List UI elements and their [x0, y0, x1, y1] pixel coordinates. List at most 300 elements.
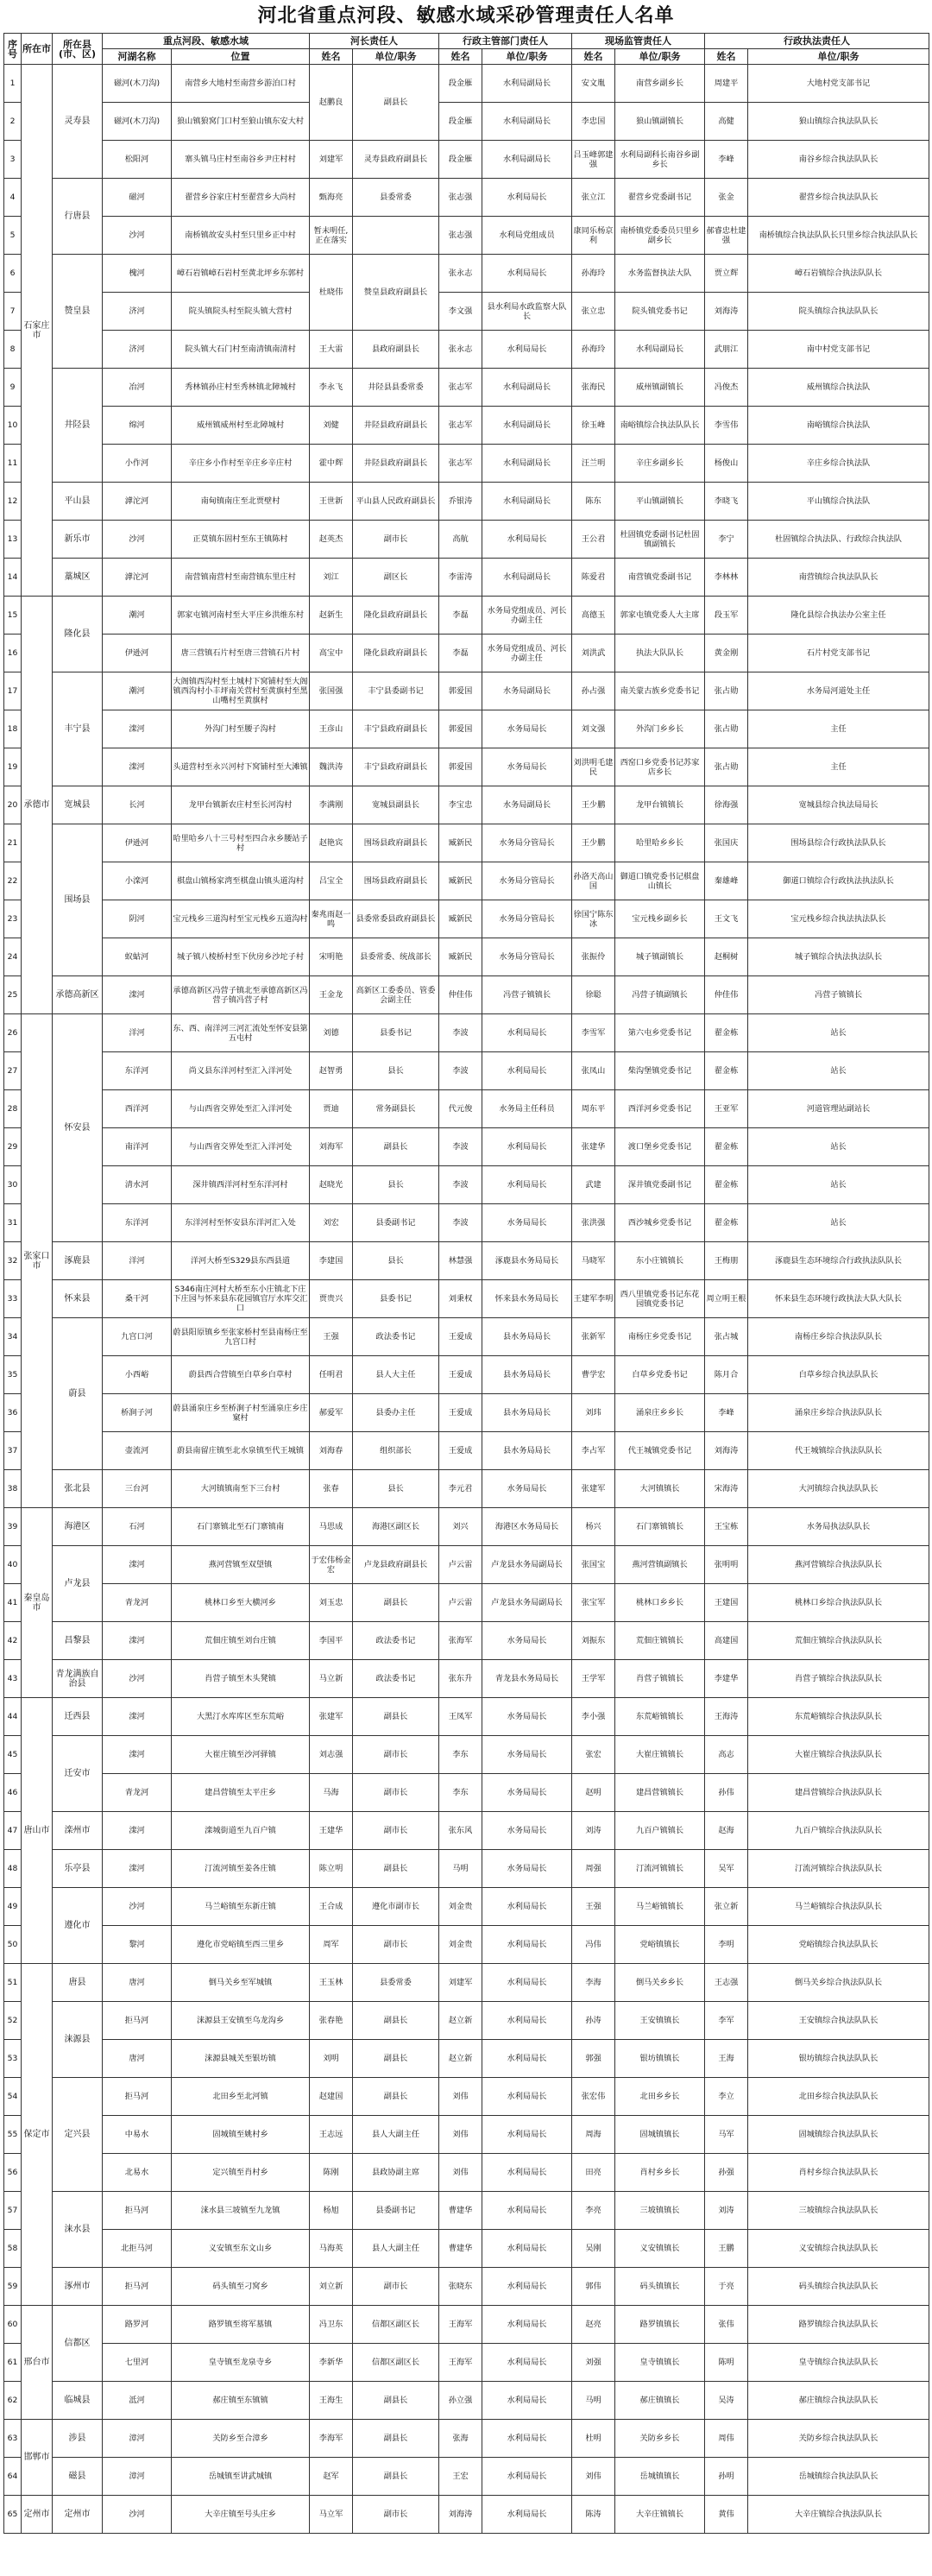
- table-row: [4, 1470, 929, 1508]
- enforce-unit-cell: 威州镇综合执法队: [748, 369, 929, 407]
- enforce-name-cell: 吴军: [705, 1850, 748, 1888]
- admin-unit-cell: 水利局局长: [482, 2002, 572, 2040]
- onsite-name-cell: 刘文强: [572, 710, 615, 748]
- river-name-cell: 唐河: [103, 2040, 172, 2078]
- chief-name-cell: 刘明: [310, 2040, 353, 2078]
- enforce-name-cell: 冯俊杰: [705, 369, 748, 407]
- admin-unit-cell: 县水务局局长: [482, 1394, 572, 1432]
- chief-name-cell: 马海: [310, 1774, 353, 1812]
- location-cell: 倒马关乡至军城镇: [172, 1964, 310, 2002]
- chief-unit-cell: 组织部长: [353, 1432, 439, 1470]
- onsite-unit-cell: 关防乡乡长: [615, 2420, 705, 2458]
- admin-name-cell: 李元君: [439, 1470, 482, 1508]
- table-row: [4, 2116, 929, 2154]
- admin-unit-cell: 水利局局长: [482, 1964, 572, 2002]
- table-row: [4, 331, 929, 369]
- onsite-unit-cell: 北田乡乡长: [615, 2078, 705, 2116]
- river-name-cell: 小滦河: [103, 862, 172, 900]
- onsite-name-cell: 王公君: [572, 521, 615, 559]
- enforce-name-cell: 李立: [705, 2078, 748, 2116]
- seq-cell: 18: [4, 710, 22, 748]
- onsite-unit-cell: 大辛庄镇镇长: [615, 2496, 705, 2534]
- enforce-unit-cell: 站长: [748, 1014, 929, 1052]
- admin-name-cell: 王爱成: [439, 1318, 482, 1356]
- location-cell: 郝庄镇至东镇镇: [172, 2382, 310, 2420]
- chief-unit-cell: 围场县政府副县长: [353, 824, 439, 862]
- onsite-name-cell: 陈东: [572, 483, 615, 521]
- location-cell: 秀林镇孙庄村至秀林镇北障城村: [172, 369, 310, 407]
- city-cell: 张家口市: [22, 1014, 53, 1508]
- enforce-name-cell: 李宁: [705, 521, 748, 559]
- onsite-unit-cell: 南峪镇综合执法队队长: [615, 407, 705, 445]
- chief-name-cell: 李新华: [310, 2344, 353, 2382]
- river-name-cell: 沙河: [103, 217, 172, 255]
- table-row: [4, 1090, 929, 1128]
- table-row: [4, 141, 929, 179]
- location-cell: 城子镇八棱桥村至下伙房乡沙坨子村: [172, 938, 310, 976]
- river-name-cell: 南洋河: [103, 1128, 172, 1166]
- chief-unit-cell: 副县长: [353, 1584, 439, 1622]
- enforce-unit-cell: 北田乡综合执法队队长: [748, 2078, 929, 2116]
- chief-name-cell: 刘立新: [310, 2268, 353, 2306]
- onsite-name-cell: 安文胤: [572, 65, 615, 103]
- onsite-name-cell: 马晓军: [572, 1242, 615, 1280]
- admin-name-cell: 刘伟: [439, 2154, 482, 2192]
- admin-unit-cell: 水务局党组成员、河长办副主任: [482, 597, 572, 635]
- admin-unit-cell: 水利局局长: [482, 2040, 572, 2078]
- enforce-unit-cell: 南杨庄乡综合执法队队长: [748, 1318, 929, 1356]
- city-cell: 秦皇岛市: [22, 1508, 53, 1698]
- enforce-unit-cell: 南谷乡综合执法队队长: [748, 141, 929, 179]
- admin-name-cell: 张志军: [439, 369, 482, 407]
- river-name-cell: 壶流河: [103, 1432, 172, 1470]
- table-row: [4, 2458, 929, 2496]
- admin-unit-cell: 水务局分管局长: [482, 862, 572, 900]
- onsite-name-cell: 杜明: [572, 2420, 615, 2458]
- admin-unit-cell: 县水务局局长: [482, 1356, 572, 1394]
- header-enforce: 行政执法责任人: [705, 34, 929, 49]
- admin-name-cell: 曹建华: [439, 2230, 482, 2268]
- location-cell: 大阁镇西沟村至土城村下窝铺村至大阁镇西沟村小丰坪南关营村至黄旗村至黑山嘴村至黄旗村: [172, 672, 310, 710]
- admin-name-cell: 卢云雷: [439, 1584, 482, 1622]
- location-cell: 肖营子镇至木头凳镇: [172, 1660, 310, 1698]
- location-cell: 外沟门村至腰子沟村: [172, 710, 310, 748]
- seq-cell: 51: [4, 1964, 22, 2002]
- header-admin-name: 姓名: [439, 49, 482, 65]
- enforce-unit-cell: 水务局河道处主任: [748, 672, 929, 710]
- enforce-unit-cell: 肖营子镇综合执法队队长: [748, 1660, 929, 1698]
- enforce-name-cell: 李林林: [705, 559, 748, 597]
- seq-cell: 7: [4, 293, 22, 331]
- onsite-name-cell: 徐国宁陈东冰: [572, 900, 615, 938]
- enforce-unit-cell: 建昌营镇综合执法队队长: [748, 1774, 929, 1812]
- onsite-name-cell: 周强: [572, 1850, 615, 1888]
- location-cell: 石门寨镇北至石门寨镇南: [172, 1508, 310, 1546]
- enforce-name-cell: 李峰: [705, 141, 748, 179]
- admin-name-cell: 李波: [439, 1014, 482, 1052]
- enforce-unit-cell: 水务局执法队队长: [748, 1508, 929, 1546]
- enforce-unit-cell: 翟营乡综合执法队队长: [748, 179, 929, 217]
- onsite-unit-cell: 东小庄镇镇长: [615, 1242, 705, 1280]
- table-row: [4, 1166, 929, 1204]
- header-county: 所在县(市、区): [53, 34, 103, 65]
- location-cell: 辛庄乡小作村至辛庄乡辛庄村: [172, 445, 310, 483]
- table-row: [4, 1736, 929, 1774]
- river-name-cell: 长河: [103, 786, 172, 824]
- chief-unit-cell: 副县长: [353, 2002, 439, 2040]
- admin-unit-cell: 水务局分管局长: [482, 824, 572, 862]
- onsite-name-cell: 吕玉峰郭建强: [572, 141, 615, 179]
- onsite-name-cell: 武建: [572, 1166, 615, 1204]
- chief-unit-cell: 县委常委县政府副县长: [353, 900, 439, 938]
- chief-unit-cell: 副县长: [353, 2382, 439, 2420]
- chief-name-cell: 宋明艳: [310, 938, 353, 976]
- river-name-cell: 磁河(木刀沟): [103, 103, 172, 141]
- chief-name-cell: 冯卫东: [310, 2306, 353, 2344]
- river-name-cell: 蚁蛄河: [103, 938, 172, 976]
- onsite-unit-cell: 汀流河镇镇长: [615, 1850, 705, 1888]
- enforce-name-cell: 孙明: [705, 2458, 748, 2496]
- admin-unit-cell: 水利局局长: [482, 2116, 572, 2154]
- county-cell: 定兴县: [53, 2078, 103, 2192]
- river-name-cell: 济河: [103, 293, 172, 331]
- enforce-unit-cell: 岳城镇综合执法队队长: [748, 2458, 929, 2496]
- location-cell: 狼山镇狼窝门口村至狼山镇东安大村: [172, 103, 310, 141]
- header-onsite: 现场监管责任人: [572, 34, 705, 49]
- chief-unit-cell: 副县长: [353, 2458, 439, 2496]
- seq-cell: 33: [4, 1280, 22, 1318]
- river-name-cell: 滦河: [103, 710, 172, 748]
- seq-cell: 63: [4, 2420, 22, 2458]
- admin-unit-cell: 水利局局长: [482, 2192, 572, 2230]
- admin-unit-cell: 水利局副局长: [482, 103, 572, 141]
- river-name-cell: 拒马河: [103, 2192, 172, 2230]
- onsite-unit-cell: 冯营子镇副镇长: [615, 976, 705, 1014]
- onsite-unit-cell: 马兰峪镇镇长: [615, 1888, 705, 1926]
- location-cell: 威州镇威州村至北障城村: [172, 407, 310, 445]
- admin-name-cell: 李东: [439, 1774, 482, 1812]
- admin-unit-cell: 县水利局水政监察大队长: [482, 293, 572, 331]
- enforce-name-cell: 张国庆: [705, 824, 748, 862]
- chief-name-cell: 李海军: [310, 2420, 353, 2458]
- river-name-cell: 泜河: [103, 2382, 172, 2420]
- chief-name-cell: 周军: [310, 1926, 353, 1964]
- admin-unit-cell: 水利局局长: [482, 2268, 572, 2306]
- enforce-unit-cell: 站长: [748, 1128, 929, 1166]
- onsite-unit-cell: 翟营乡党委副书记: [615, 179, 705, 217]
- river-name-cell: 潮河: [103, 597, 172, 635]
- chief-unit-cell: 副市长: [353, 1926, 439, 1964]
- chief-unit-cell: 县委办主任: [353, 1394, 439, 1432]
- location-cell: 正莫镇东固村至东王镇陈村: [172, 521, 310, 559]
- chief-name-cell: 王海生: [310, 2382, 353, 2420]
- chief-name-cell: 赵艳宾: [310, 824, 353, 862]
- chief-unit-cell: 县人大副主任: [353, 2230, 439, 2268]
- enforce-name-cell: 翟金栋: [705, 1204, 748, 1242]
- admin-unit-cell: 水利局局长: [482, 2306, 572, 2344]
- admin-unit-cell: 水务局副局长: [482, 786, 572, 824]
- county-cell: 灵寿县: [53, 65, 103, 179]
- enforce-unit-cell: 代王城镇综合执法队队长: [748, 1432, 929, 1470]
- chief-unit-cell: 县委常委、统战部长: [353, 938, 439, 976]
- seq-cell: 47: [4, 1812, 22, 1850]
- enforce-name-cell: 张金: [705, 179, 748, 217]
- seq-cell: 24: [4, 938, 22, 976]
- seq-cell: 15: [4, 597, 22, 635]
- admin-unit-cell: 水利局局长: [482, 1014, 572, 1052]
- onsite-unit-cell: 代王城镇党委书记: [615, 1432, 705, 1470]
- river-name-cell: 滦河: [103, 1850, 172, 1888]
- chief-unit-cell: 围场县政府副县长: [353, 862, 439, 900]
- enforce-name-cell: 李晓飞: [705, 483, 748, 521]
- enforce-name-cell: 段玉军: [705, 597, 748, 635]
- enforce-name-cell: 王文飞: [705, 900, 748, 938]
- location-cell: 南营乡大地村至南营乡游泊口村: [172, 65, 310, 103]
- admin-name-cell: 乔银涛: [439, 483, 482, 521]
- location-cell: 南甸镇南庄至北贾壁村: [172, 483, 310, 521]
- onsite-unit-cell: 南营镇党委副书记: [615, 559, 705, 597]
- admin-name-cell: 段金雁: [439, 65, 482, 103]
- onsite-name-cell: 李小强: [572, 1698, 615, 1736]
- seq-cell: 13: [4, 521, 22, 559]
- header-chief-name: 姓名: [310, 49, 353, 65]
- admin-unit-cell: 水利局局长: [482, 255, 572, 293]
- table-row: [4, 1014, 929, 1052]
- onsite-name-cell: 张振伶: [572, 938, 615, 976]
- onsite-unit-cell: 龙甲台镇镇长: [615, 786, 705, 824]
- chief-unit-cell: 常务副县长: [353, 1090, 439, 1128]
- seq-cell: 20: [4, 786, 22, 824]
- header-chief: 河长责任人: [310, 34, 439, 49]
- onsite-unit-cell: 院头镇党委书记: [615, 293, 705, 331]
- admin-name-cell: 王爱成: [439, 1432, 482, 1470]
- enforce-unit-cell: 狼山镇综合执法队队长: [748, 103, 929, 141]
- chief-name-cell: 张国强: [310, 672, 353, 710]
- county-cell: 行唐县: [53, 179, 103, 255]
- enforce-unit-cell: 御道口镇综合行政执法执法队长: [748, 862, 929, 900]
- admin-name-cell: 李波: [439, 1128, 482, 1166]
- chief-unit-cell: 赞皇县政府副县长: [353, 255, 439, 331]
- table-row: [4, 748, 929, 786]
- onsite-name-cell: 曹学宏: [572, 1356, 615, 1394]
- enforce-unit-cell: 燕河营镇综合执法队队长: [748, 1546, 929, 1584]
- enforce-name-cell: 翟金栋: [705, 1014, 748, 1052]
- onsite-unit-cell: 西八里镇党委书记东花园镇党委书记: [615, 1280, 705, 1318]
- enforce-name-cell: 王鹏: [705, 2230, 748, 2268]
- table-row: [4, 1204, 929, 1242]
- admin-name-cell: 张志军: [439, 445, 482, 483]
- enforce-name-cell: 刘涛: [705, 2192, 748, 2230]
- admin-name-cell: 张晓东: [439, 2268, 482, 2306]
- enforce-name-cell: 李雪伟: [705, 407, 748, 445]
- table-row: [4, 407, 929, 445]
- location-cell: 寨头镇马庄村至南谷乡尹庄村村: [172, 141, 310, 179]
- chief-name-cell: 暂未明任,正在落实: [310, 217, 353, 255]
- admin-name-cell: 张志强: [439, 217, 482, 255]
- enforce-name-cell: 王梅朋: [705, 1242, 748, 1280]
- onsite-name-cell: 张宝军: [572, 1584, 615, 1622]
- chief-name-cell: 李满刚: [310, 786, 353, 824]
- county-cell: 蔚县: [53, 1318, 103, 1470]
- seq-cell: 45: [4, 1736, 22, 1774]
- seq-cell: 56: [4, 2154, 22, 2192]
- enforce-name-cell: 李军: [705, 2002, 748, 2040]
- table-row: [4, 1888, 929, 1926]
- table-row: [4, 2192, 929, 2230]
- seq-cell: 64: [4, 2458, 22, 2496]
- enforce-name-cell: 宋海涛: [705, 1470, 748, 1508]
- enforce-name-cell: 张占勋: [705, 748, 748, 786]
- admin-name-cell: 李波: [439, 1204, 482, 1242]
- admin-unit-cell: 水利局局长: [482, 1888, 572, 1926]
- enforce-unit-cell: 三坡镇综合执法队队长: [748, 2192, 929, 2230]
- admin-unit-cell: 水利局局长: [482, 2382, 572, 2420]
- river-name-cell: 九宫口河: [103, 1318, 172, 1356]
- onsite-unit-cell: 桃林口乡乡长: [615, 1584, 705, 1622]
- enforce-unit-cell: 南桥镇综合执法队队长只里乡综合执法队队长: [748, 217, 929, 255]
- onsite-name-cell: 刘伟: [572, 2458, 615, 2496]
- admin-name-cell: 马明: [439, 1850, 482, 1888]
- admin-unit-cell: 水务局党组成员、河长办副主任: [482, 635, 572, 672]
- admin-unit-cell: 水务局局长: [482, 1736, 572, 1774]
- location-cell: 郭家屯镇河南村至大平庄乡洪维东村: [172, 597, 310, 635]
- admin-unit-cell: 卢龙县水务局副局长: [482, 1584, 572, 1622]
- admin-unit-cell: 水利局局长: [482, 331, 572, 369]
- chief-unit-cell: 井陉县政府副县长: [353, 407, 439, 445]
- chief-unit-cell: 政法委书记: [353, 1660, 439, 1698]
- admin-name-cell: 李东: [439, 1736, 482, 1774]
- location-cell: 大崔庄镇至沙河驿镇: [172, 1736, 310, 1774]
- onsite-name-cell: 郭伟: [572, 2268, 615, 2306]
- onsite-name-cell: 王少鹏: [572, 824, 615, 862]
- onsite-unit-cell: 路罗镇镇长: [615, 2306, 705, 2344]
- enforce-name-cell: 仲佳伟: [705, 976, 748, 1014]
- admin-name-cell: 郭爱国: [439, 672, 482, 710]
- table-row: [4, 2420, 929, 2458]
- admin-unit-cell: 水务局局长: [482, 1774, 572, 1812]
- river-name-cell: 阴河: [103, 900, 172, 938]
- seq-cell: 1: [4, 65, 22, 103]
- enforce-name-cell: 周建平: [705, 65, 748, 103]
- county-cell: 信都区: [53, 2306, 103, 2382]
- onsite-name-cell: 张立忠: [572, 293, 615, 331]
- admin-name-cell: 段金雁: [439, 141, 482, 179]
- onsite-unit-cell: 党峪镇镇长: [615, 1926, 705, 1964]
- enforce-name-cell: 孙伟: [705, 1774, 748, 1812]
- river-name-cell: 小西峪: [103, 1356, 172, 1394]
- onsite-name-cell: 高德玉: [572, 597, 615, 635]
- onsite-unit-cell: 平山镇副镇长: [615, 483, 705, 521]
- location-cell: 深井镇西洋河村至东洋河村: [172, 1166, 310, 1204]
- chief-name-cell: 李建国: [310, 1242, 353, 1280]
- chief-unit-cell: 政法委书记: [353, 1318, 439, 1356]
- enforce-name-cell: 于亮: [705, 2268, 748, 2306]
- seq-cell: 52: [4, 2002, 22, 2040]
- seq-cell: 37: [4, 1432, 22, 1470]
- table-row: [4, 2344, 929, 2382]
- admin-unit-cell: 水利局党组成员: [482, 217, 572, 255]
- onsite-name-cell: 周海: [572, 2116, 615, 2154]
- admin-unit-cell: 水务局主任科员: [482, 1090, 572, 1128]
- river-name-cell: 潮河: [103, 672, 172, 710]
- river-name-cell: 绵河: [103, 407, 172, 445]
- enforce-unit-cell: 九百户镇综合执法队队长: [748, 1812, 929, 1850]
- onsite-unit-cell: 执法大队队长: [615, 635, 705, 672]
- city-cell: 石家庄市: [22, 65, 53, 597]
- enforce-unit-cell: 码头镇综合执法队队长: [748, 2268, 929, 2306]
- location-cell: 建昌营镇至太平庄乡: [172, 1774, 310, 1812]
- onsite-name-cell: 康同乐杨京利: [572, 217, 615, 255]
- location-cell: 院头镇大石门村至南清镇南清村: [172, 331, 310, 369]
- table-row: [4, 1926, 929, 1964]
- admin-unit-cell: 水利局副局长: [482, 65, 572, 103]
- onsite-unit-cell: 三坡镇镇长: [615, 2192, 705, 2230]
- header-admin: 行政主管部门责任人: [439, 34, 572, 49]
- onsite-name-cell: 孙海玲: [572, 331, 615, 369]
- enforce-name-cell: 黄伟: [705, 2496, 748, 2534]
- table-row: [4, 2230, 929, 2268]
- admin-name-cell: 刘海涛: [439, 2496, 482, 2534]
- table-row: [4, 710, 929, 748]
- table-row: [4, 1964, 929, 2002]
- enforce-unit-cell: 城子镇综合执法执法队长: [748, 938, 929, 976]
- chief-name-cell: 王建华: [310, 1812, 353, 1850]
- seq-cell: 44: [4, 1698, 22, 1736]
- onsite-name-cell: 张国宝: [572, 1546, 615, 1584]
- onsite-name-cell: 孙海玲: [572, 255, 615, 293]
- location-cell: 汀流河镇至姜各庄镇: [172, 1850, 310, 1888]
- chief-unit-cell: 丰宁县委副书记: [353, 672, 439, 710]
- table-row: [4, 2040, 929, 2078]
- onsite-name-cell: 孙占强: [572, 672, 615, 710]
- enforce-name-cell: 陈月合: [705, 1356, 748, 1394]
- chief-unit-cell: 副市长: [353, 1812, 439, 1850]
- chief-name-cell: 张春: [310, 1470, 353, 1508]
- chief-unit-cell: 副区长: [353, 559, 439, 597]
- table-row: [4, 1128, 929, 1166]
- location-cell: 哈里哈乡八十三号村至四合永乡腰站子村: [172, 824, 310, 862]
- enforce-name-cell: 贾立辉: [705, 255, 748, 293]
- admin-name-cell: 臧新民: [439, 938, 482, 976]
- seq-cell: 3: [4, 141, 22, 179]
- table-row: [4, 824, 929, 862]
- admin-name-cell: 仲佳伟: [439, 976, 482, 1014]
- header-onsite-name: 姓名: [572, 49, 615, 65]
- enforce-name-cell: 王志强: [705, 1964, 748, 2002]
- seq-cell: 35: [4, 1356, 22, 1394]
- onsite-unit-cell: 南桥镇党委委员只里乡副乡长: [615, 217, 705, 255]
- county-cell: 平山县: [53, 483, 103, 521]
- location-cell: 东、西、南洋河三河汇流处至怀安县第五屯村: [172, 1014, 310, 1052]
- location-cell: 定兴镇至肖村乡: [172, 2154, 310, 2192]
- admin-unit-cell: 水利局局长: [482, 1166, 572, 1204]
- onsite-name-cell: 王强: [572, 1888, 615, 1926]
- enforce-unit-cell: 涿鹿县生态环境综合行政执法队队长: [748, 1242, 929, 1280]
- enforce-name-cell: 杨俊山: [705, 445, 748, 483]
- header-river: 河湖名称: [103, 49, 172, 65]
- onsite-unit-cell: 御道口镇党委书记棋盘山镇长: [615, 862, 705, 900]
- table-row: [4, 786, 929, 824]
- admin-unit-cell: 水利局局长: [482, 1052, 572, 1090]
- admin-name-cell: 赵立新: [439, 2040, 482, 2078]
- enforce-name-cell: 翟金栋: [705, 1052, 748, 1090]
- chief-name-cell: 王玉林: [310, 1964, 353, 2002]
- enforce-name-cell: 张占勋: [705, 672, 748, 710]
- enforce-name-cell: 张明明: [705, 1546, 748, 1584]
- river-name-cell: 漳河: [103, 2458, 172, 2496]
- enforce-name-cell: 徐海强: [705, 786, 748, 824]
- location-cell: 南营镇南营村至南营镇东里庄村: [172, 559, 310, 597]
